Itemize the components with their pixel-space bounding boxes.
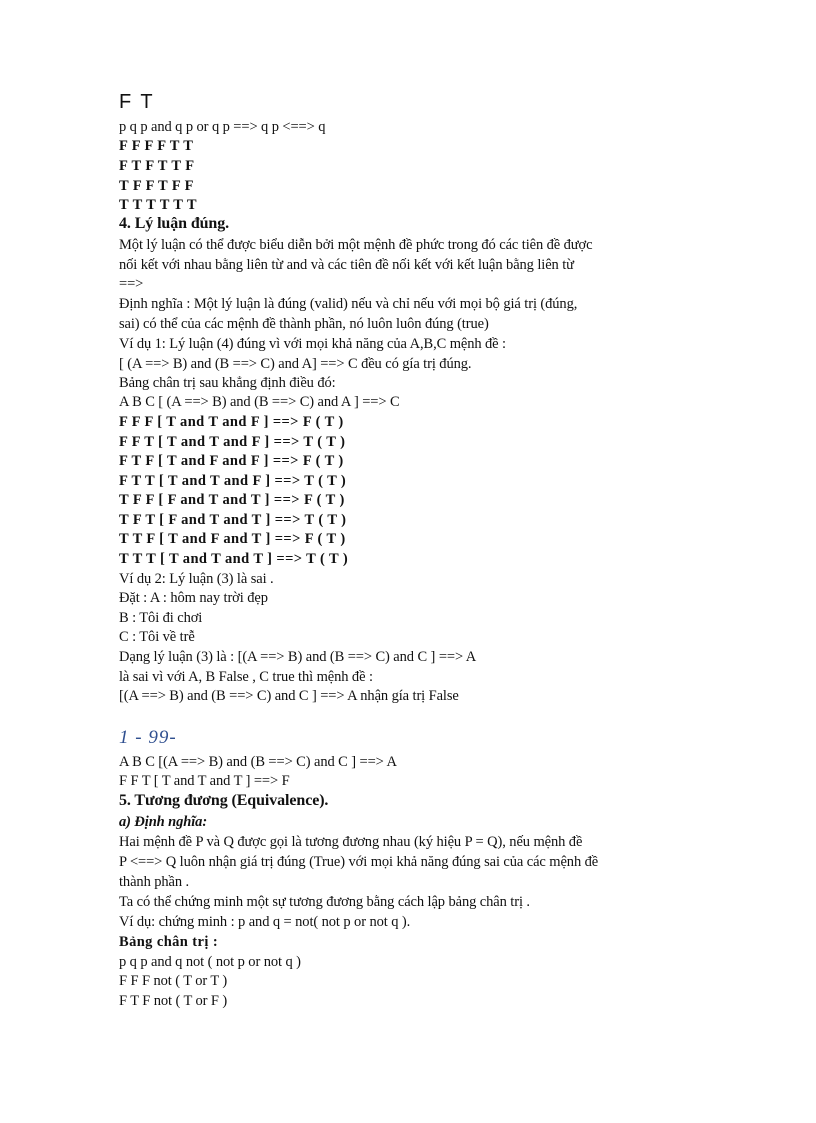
truth-row-1: F F F F T T — [119, 138, 194, 154]
paragraph-line: nối kết với nhau bằng liên từ and và các tiên đề nối kết với kết luận bằng liên từ — [119, 257, 574, 273]
section-5-title: 5. Tương đương (Equivalence). — [119, 792, 329, 809]
example-table-row: F T T [ T and T and F ] ==> T ( T ) — [119, 473, 347, 489]
equivalence-definition: Hai mệnh đề P và Q được gọi là tương đương nhau (ký hiệu P = Q), nếu mệnh đề — [119, 834, 583, 850]
example-table-row: T T F [ T and F and T ] ==> F ( T ) — [119, 531, 346, 547]
equivalence-example: Ví dụ: chứng minh : p and q = not( not p or not q ). — [119, 914, 411, 930]
truth-row-4: T T T T T T — [119, 197, 197, 213]
page-number: 1 - 99- — [119, 727, 177, 748]
example-table-row: F T F [ T and F and F ] ==> F ( T ) — [119, 453, 344, 469]
truth-row-3: T F F T F F — [119, 178, 194, 194]
equivalence-note: Ta có thể chứng minh một sự tương đương bằng cách lập bảng chân trị . — [119, 894, 530, 910]
example-table-row: T F T [ F and T and T ] ==> T ( T ) — [119, 512, 347, 528]
truth-row-2: F T F T T F — [119, 158, 195, 174]
equivalence-definition: P <==> Q luôn nhận giá trị đúng (True) với mọi khả năng đúng sai của các mệnh đề — [119, 854, 599, 870]
example-2-line: C : Tôi về trễ — [119, 629, 195, 645]
counterexample-row: F F T [ T and T and T ] ==> F — [119, 773, 290, 789]
example-2-line: là sai vì với A, B False , C true thì mệnh đề : — [119, 669, 373, 685]
example-2-line: B : Tôi đi chơi — [119, 610, 203, 626]
example-line: [ (A ==> B) and (B ==> C) and A] ==> C đều có gía trị đúng. — [119, 356, 472, 372]
subsection-title: a) Định nghĩa: — [119, 814, 208, 830]
truth-table-header: p q p and q p or q p ==> q p <==> q — [119, 119, 326, 135]
example-line: Ví dụ 1: Lý luận (4) đúng vì với mọi khả năng của A,B,C mệnh đề : — [119, 336, 506, 352]
example-2-line: [(A ==> B) and (B ==> C) and C ] ==> A nhận gía trị False — [119, 688, 459, 704]
truth-header-ft: F T — [119, 91, 155, 113]
example-table-row: F F T [ T and T and F ] ==> T ( T ) — [119, 434, 346, 450]
paragraph-line: Một lý luận có thể được biểu diễn bởi một mệnh đề phức trong đó các tiên đề được — [119, 237, 593, 253]
definition-line: sai) có thể của các mệnh đề thành phần, nó luôn luôn đúng (true) — [119, 316, 489, 332]
example-table-header: A B C [ (A ==> B) and (B ==> C) and A ] ==> C — [119, 394, 400, 410]
definition-line: Định nghĩa : Một lý luận là đúng (valid) nếu và chỉ nếu với mọi bộ giá trị (đúng, — [119, 296, 578, 312]
paragraph-line: ==> — [119, 276, 144, 292]
truth-table-title: Bảng chân trị : — [119, 934, 219, 950]
equivalence-definition: thành phần . — [119, 874, 190, 890]
example-2-line: Đặt : A : hôm nay trời đẹp — [119, 590, 268, 606]
equivalence-table-row: F T F not ( T or F ) — [119, 993, 228, 1009]
equivalence-table-row: F F F not ( T or T ) — [119, 973, 228, 989]
counterexample-header: A B C [(A ==> B) and (B ==> C) and C ] ==> A — [119, 754, 397, 770]
example-table-row: T F F [ F and T and T ] ==> F ( T ) — [119, 492, 345, 508]
example-2-line: Dạng lý luận (3) là : [(A ==> B) and (B ==> C) and C ] ==> A — [119, 649, 477, 665]
section-4-title: 4. Lý luận đúng. — [119, 215, 230, 232]
example-line: Bảng chân trị sau khẳng định điều đó: — [119, 375, 336, 391]
example-table-row: F F F [ T and T and F ] ==> F ( T ) — [119, 414, 344, 430]
example-2-line: Ví dụ 2: Lý luận (3) là sai . — [119, 571, 274, 587]
example-table-row: T T T [ T and T and T ] ==> T ( T ) — [119, 551, 349, 567]
equivalence-table-header: p q p and q not ( not p or not q ) — [119, 954, 301, 970]
